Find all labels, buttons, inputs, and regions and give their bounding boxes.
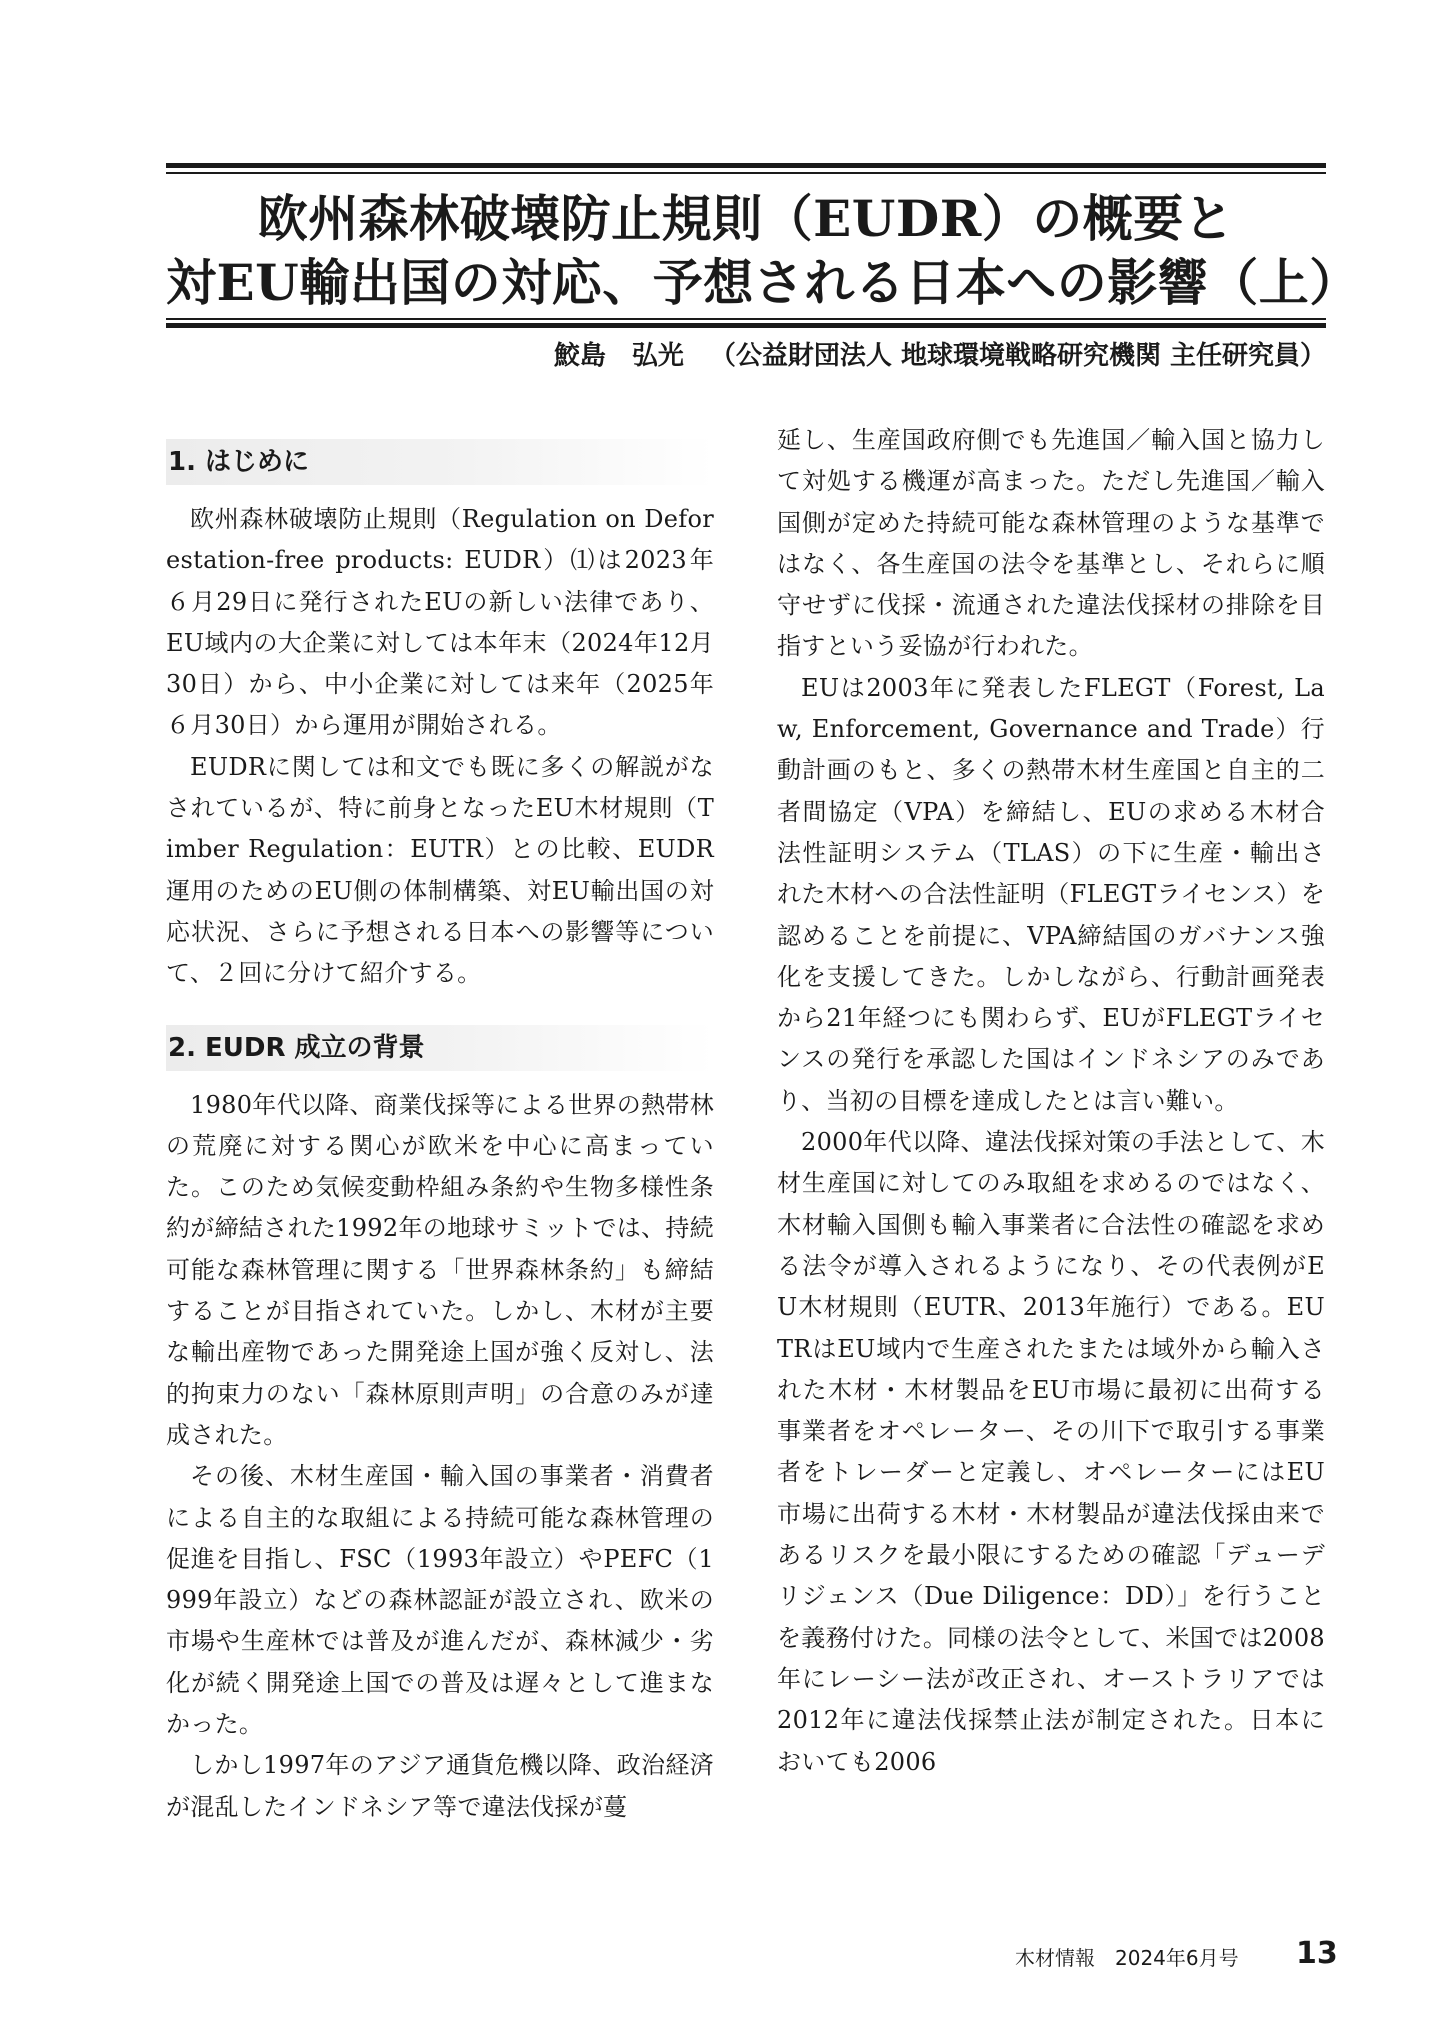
title-top-rule-thick (166, 163, 1326, 168)
title-top-rule-thin (166, 172, 1326, 174)
section-2-paragraph-2: その後、木材生産国・輸入国の事業者・消費者による自主的な取組による持続可能な森林管理の促進を目指し、FSC（1993年設立）やPEFC（1999年設立）などの森林認証が設立され、欧米の市場や生産林では普及が進んだが、森林減少・劣化が続く開発途上国での普及は遅々として進まなかった。 (166, 1462, 714, 1739)
left-column (166, 415, 714, 1828)
section-2-paragraph-3: しかし1997年のアジア通貨危機以降、政治経済が混乱したインドネシア等で違法伐採が蔓 (166, 1751, 714, 1821)
section-1-paragraph-1: 欧州森林破壊防止規則（Regulation on Deforestation-free products: EUDR）⑴は2023年６月29日に発行されたEUの新しい法律であり、EU域内の大企業に対しては本年末（2024年12月30日）から、中小企業に対しては来年（2025年６月30日）から運用が開始される。 (166, 505, 714, 740)
section-2-paragraph-4: EUは2003年に発表したFLEGT（Forest, Law, Enforcement, Governance and Trade）行動計画のもと、多くの熱帯木材生産国と自主的二者間協定（VPA）を締結し、EUの求める木材合法性証明システム（TLAS）の下に生産・輸出された木材への合法性証明（FLEGTライセンス）を認めることを前提に、VPA締結国のガバナンス強化を支援してきた。しかしながら、行動計画発表から21年経つにも関わらず、EUがFLEGTライセンスの発行を承認した国はインドネシアのみであり、当初の目標を達成したとは言い難い。 (777, 673, 1325, 1115)
section-2-paragraph-3-continued: 延し、生産国政府側でも先進国／輸入国と協力して対処する機運が高まった。ただし先進国／輸入国側が定めた持続可能な森林管理のような基準ではなく、各生産国の法令を基準とし、それらに順守せずに伐採・流通された違法伐採材の排除を目指すという妥協が行われた。 (777, 426, 1325, 661)
article-title-line-2: 対EU輸出国の対応、予想される日本への影響（上） (166, 253, 1360, 312)
section-1-heading: 1. はじめに (166, 439, 714, 485)
title-bottom-rule-thick (166, 323, 1326, 328)
author-affiliation: （公益財団法人 地球環境戦略研究機関 主任研究員） (709, 341, 1326, 371)
author-name: 鮫島 弘光 (553, 341, 684, 371)
section-2-paragraph-1: 1980年代以降、商業伐採等による世界の熱帯林の荒廃に対する関心が欧米を中心に高まっていた。このため気候変動枠組み条約や生物多様性条約が締結された1992年の地球サミットでは、持続可能な森林管理に関する「世界森林条約」も締結することが目指されていた。しかし、木材が主要な輸出産物であった開発途上国が強く反対し、法的拘束力のない「森林原則声明」の合意のみが達成された。 (166, 1090, 714, 1449)
section-2-paragraph-5: 2000年代以降、違法伐採対策の手法として、木材生産国に対してのみ取組を求めるのではなく、木材輸入国側も輸入事業者に合法性の確認を求める法令が導入されるようになり、その代表例がEU木材規則（EUTR、2013年施行）である。EUTRはEU域内で生産されたまたは域外から輸入された木材・木材製品をEU市場に最初に出荷する事業者をオペレーター、その川下で取引する事業者をトレーダーと定義し、オペレーターにはEU市場に出荷する木材・木材製品が違法伐採由来であるリスクを最小限にするための確認「デューデリジェンス（Due Diligence：DD）」を行うことを義務付けた。同様の法令として、米国では2008年にレーシー法が改正され、オーストラリアでは2012年に違法伐採禁止法が制定された。日本においても2006 (777, 1128, 1325, 1776)
author-byline (554, 336, 1326, 376)
title-bottom-rule-thin (166, 318, 1326, 320)
right-column (777, 420, 1325, 1783)
article-title-line-1: 欧州森林破壊防止規則（EUDR）の概要と (257, 189, 1235, 248)
section-1-paragraph-2: EUDRに関しては和文でも既に多くの解説がなされているが、特に前身となったEU木材規則（Timber Regulation：EUTR）との比較、EUDR運用のためのEU側の体制構築、対EU輸出国の対応状況、さらに予想される日本への影響等について、２回に分けて紹介する。 (166, 752, 714, 988)
section-2-heading: 2. EUDR 成立の背景 (166, 1025, 714, 1071)
publication-footer: 木材情報 2024年6月号 (1015, 1946, 1239, 1970)
page-number: 13 (1296, 1936, 1338, 1971)
